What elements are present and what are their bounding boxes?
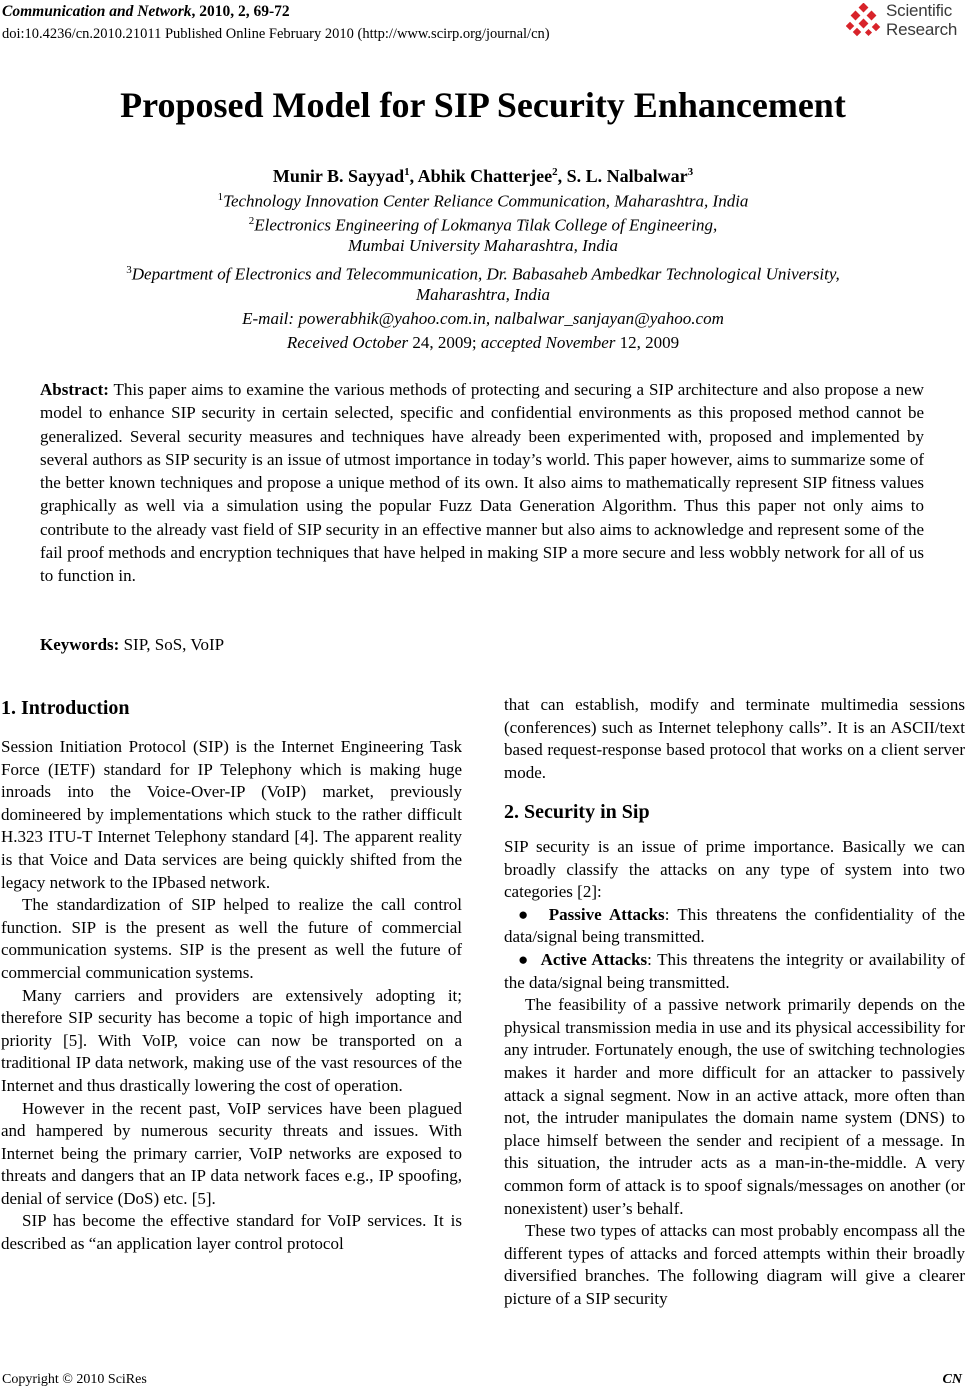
abstract	[40, 378, 924, 588]
keywords-label: Keywords:	[40, 635, 120, 654]
paragraph: SIP security is an issue of prime importance. Basically we can broadly classify the attacks on any type of system into two categories [2]:	[504, 837, 965, 902]
affiliation-sup: 1	[217, 191, 224, 203]
affiliation-sup: 2	[248, 215, 255, 227]
doi-line: doi:10.4236/cn.2010.21011 Published Online February 2010 (http://www.scirp.org/journal/cn)	[2, 26, 550, 42]
footer-copyright: Copyright © 2010 SciRes	[2, 1372, 147, 1387]
email-line	[0, 307, 966, 331]
keywords	[40, 634, 224, 656]
affiliation-text: Mumbai University Maharashtra, India	[347, 236, 619, 255]
paragraph: The feasibility of a passive network primarily depends on the physical transmission media in use and its physical accessibility for any intruder. Fortunately enough, the use of switching technologies makes it harder and more difficult for an attacker to passively attack a signal segment. Now in an active attack, more often than not, the intruder manipulates the domain name system (DNS) to place himself between the sender and recipient of a message. In this situation, the intruder acts as a man-in-the-middle. A very common form of attack is to spoof signals/messages on another (or nonexistent) user’s behalf.	[504, 995, 965, 1218]
author-sup: 2	[552, 166, 558, 178]
bullet-text: : This threatens the integrity or availability of the data/signal being transmitted.	[504, 949, 965, 992]
author-list	[0, 161, 966, 187]
author-sup: 3	[687, 166, 694, 178]
scirp-logo-icon	[846, 3, 884, 41]
bullet-icon: ●	[518, 904, 549, 924]
received-label: Received October	[286, 333, 409, 352]
author-separator: ,	[557, 166, 567, 186]
bullet-icon: ●	[518, 949, 541, 969]
paragraph: Session Initiation Protocol (SIP) is the Internet Engineering Task Force (IETF) standard for IP Telephony which is making huge inroads into the Voice-Over-IP (VoIP) market, previously domineered by implementations which stuck to the rather difficult H.323 ITU-T Internet Telephony standard [4]. The apparent reality is that Voice and Data services are being quickly shifted from the legacy network to the IPbased network.	[1, 737, 462, 892]
section-heading-security: 2. Security in Sip	[504, 801, 650, 823]
paragraph: Many carriers and providers are extensively adopting it; therefore SIP security has become a topic of high importance and priority [5]. With VoIP, voice can now be transported on a traditional IP data network, making use of the vast resources of the Internet and thus drastically lowering the cost of operation.	[1, 985, 462, 1095]
paper-title: Proposed Model for SIP Security Enhancement	[120, 85, 846, 125]
journal-citation	[2, 2, 290, 22]
bullet-item	[504, 949, 965, 994]
author-sup: 1	[404, 166, 410, 178]
received-line	[0, 331, 966, 355]
logo-line-1: Scientific	[886, 1, 953, 20]
author-separator: ,	[409, 166, 418, 186]
received-date: 24, 2009;	[408, 333, 481, 352]
affiliation	[0, 234, 966, 258]
email-label: E-mail	[242, 309, 289, 328]
left-column-body	[1, 736, 462, 1256]
affiliation-text: Department of Electronics and Telecommunication, Dr. Babasaheb Ambedkar Technological University,	[131, 264, 840, 284]
author-name: S. L. Nalbalwar	[566, 166, 688, 186]
email-addresses: : powerabhik@yahoo.com.in, nalbalwar_sanjayan@yahoo.com	[288, 309, 724, 328]
abstract-text: This paper aims to examine the various methods of protecting and securing a SIP architecture and also propose a new model to enhance SIP security in certain selected, specific and confidential environments as this proposed method cannot be generalized. Several security measures and techniques have already been experimented with, proposed and implemented by several authors as SIP security is an issue of utmost importance in today’s world. This paper however, aims to summarize some of the better known techniques and propose a unique method of its own. It also aims to mathematically represent SIP fitness values graphically as well via a simulation using the popular Fuzz Data Generation Algorithm. Thus this paper not only aims to contribute to the already vast field of SIP security in an effective manner but also aims to acknowledge and represent some of the fail proof methods and encryption techniques that have helped in making SIP a more secure and less wobbly network for all of us to function in.	[40, 380, 924, 586]
accepted-label: accepted November	[480, 333, 616, 352]
publisher-logo	[846, 0, 964, 46]
paragraph: However in the recent past, VoIP services have been plagued and hampered by numerous security threats and issues. With Internet being the primary carrier, VoIP networks are exposed to threats and dangers that an IP data network faces e.g., IP spoofing, denial of service (DoS) etc. [5].	[1, 1098, 462, 1208]
bullet-text: : This threatens the confidentiality of the data/signal being transmitted.	[504, 904, 965, 947]
right-column-body	[504, 836, 965, 1310]
journal-name: Communication and Network	[2, 3, 192, 20]
paragraph: These two types of attacks can most probably encompass all the different types of attacks and forced attempts within their broadly diversified branches. The following diagram will give a clearer picture of a SIP security	[504, 1221, 965, 1308]
paragraph: SIP has become the effective standard for VoIP services. It is described as “an application layer control protocol	[1, 1211, 462, 1254]
affiliation	[0, 283, 966, 307]
logo-line-2: Research	[886, 20, 958, 39]
author-name: Munir B. Sayyad	[272, 166, 405, 186]
paragraph: that can establish, modify and terminate multimedia sessions (conferences) such as Internet telephony calls”. It is an ASCII/text based request-response based protocol that works on a client server mode.	[504, 695, 965, 782]
affiliation-text: Maharashtra, India	[415, 285, 551, 304]
right-column-top	[504, 694, 965, 784]
logo-wordmark	[886, 1, 957, 39]
affiliation-sup: 3	[126, 264, 132, 276]
author-name: Abhik Chatterjee	[417, 166, 553, 186]
affiliation-text: Electronics Engineering of Lokmanya Tilak College of Engineering,	[254, 215, 718, 235]
bullet-label: Active Attacks	[540, 949, 648, 969]
accepted-date: 12, 2009	[615, 333, 680, 352]
paragraph: The standardization of SIP helped to realize the call control function. SIP is the present as well the future of commercial communication systems. SIP is the present as well the future of commercial communication systems.	[1, 895, 462, 982]
abstract-label: Abstract:	[40, 380, 109, 399]
footer-journal-abbr: CN	[942, 1372, 962, 1387]
affiliation-text: Technology Innovation Center Reliance Communication, Maharashtra, India	[223, 191, 749, 211]
keywords-text: SIP, SoS, VoIP	[119, 635, 225, 654]
bullet-item	[504, 904, 965, 949]
section-heading-introduction: 1. Introduction	[1, 697, 130, 719]
journal-issue: , 2010, 2, 69-72	[191, 3, 290, 20]
bullet-label: Passive Attacks	[548, 904, 665, 924]
